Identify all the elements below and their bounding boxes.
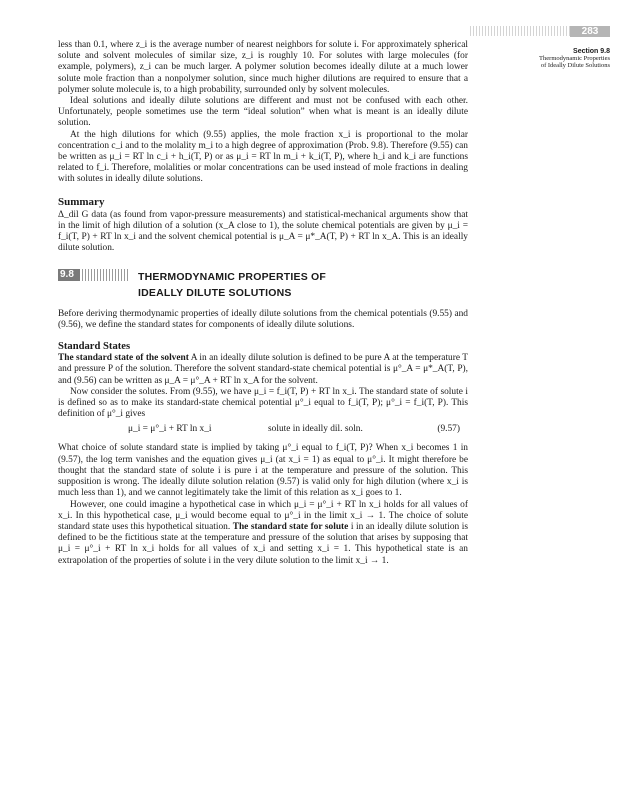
solute-standard-state-term: The standard state for solute <box>232 521 349 532</box>
equation-lhs: μ_i = μ°_i + RT ln x_i <box>128 424 212 435</box>
standard-states-paragraph-2: Now consider the solutes. From (9.55), we have μ_i = f_i(T, P) + RT ln x_i. The standard state of solute i is defined so as to make its standard-state chemical potential μ°_i equal to f_i(T, P); μ°_i = f_i(T, P). This definition of μ°_i gives <box>58 386 468 420</box>
section-title <box>138 269 326 301</box>
solute-standard-state-text: i in an ideally dilute solution is defined to be the fictitious state at the temperature and pressure of the solution that arises by supposing that μ_i = μ°_i + RT ln x_i holds for all values of x_i and setting x_i = 1. This hypothetical state is an extrapolation of the properties of solute i in the very dilute solution to the limit x_i → 1. <box>58 521 469 566</box>
summary-text: Δ_dil G data (as found from vapor-pressure measurements) and statistical-mechanical arguments show that in the limit of high dilution of a solution (x_A close to 1), the solute chemical potentials are given by μ_i = f_i(T, P) + RT ln x_i and the solvent chemical potential is μ_A = μ*_A(T, P) + RT ln x_A. This is an ideally dilute solution. <box>58 209 468 254</box>
page-body <box>58 40 468 567</box>
running-head <box>495 48 610 69</box>
standard-states-paragraph-1 <box>58 353 468 387</box>
paragraph-3: At the high dilutions for which (9.55) applies, the mole fraction x_i is proportional to the molar concentration c_i and to the molality m_i to a high degree of approximation (Prob. 9.8). Therefore (9.55) can be written as μ_i = RT ln c_i + h_i(T, P) or as μ_i = RT ln m_i + k_i(T, P), where h_i and k_i are functions related to f_i. Therefore, molalities or molar concentrations can be used instead of mole fractions in dealing with solutes in ideally dilute solutions. <box>58 129 468 185</box>
running-head-section: Section 9.8 <box>573 48 610 55</box>
equation-condition: solute in ideally dil. soln. <box>268 424 363 435</box>
paragraph-2: Ideal solutions and ideally dilute solutions are different and must not be confused with each other. Unfortunately, people sometimes use the term “ideal solution” when what is meant is an ideally dilute solution. <box>58 96 468 129</box>
standard-states-paragraph-3: What choice of solute standard state is implied by taking μ°_i equal to f_i(T, P)? When x_i becomes 1 in (9.57), the log term vanishes and the equation gives μ_i (at x_i = 1) as equal to μ°_i. It might therefore be thought that the standard state of solute i is pure i at the temperature and pressure of the solution. This supposition is wrong. The ideally dilute solution relation (9.57) is valid only for high dilution (where x_i is much less than 1), and we cannot legitimately take the limit of this relation as x_i goes to 1. <box>58 443 468 499</box>
equation-9-57 <box>58 424 468 438</box>
solvent-standard-state-text: A in an ideally dilute solution is defined to be pure A at the temperature T and pressure P of the solution. Therefore the solvent standard-state chemical potential is μ°_A = μ*_A(T, P), and (9.56) can be written as μ_A = μ°_A + RT ln x_A for the solvent. <box>58 353 468 386</box>
standard-states-paragraph-4 <box>58 500 468 567</box>
solvent-standard-state-term: The standard state of the solvent <box>58 353 189 364</box>
running-head-title-2: of Ideally Dilute Solutions <box>540 62 610 69</box>
section-number-badge: 9.8 <box>58 269 128 281</box>
section-heading <box>58 267 468 301</box>
page-number: 283 <box>570 26 610 37</box>
standard-states-heading: Standard States <box>58 341 131 353</box>
section-title-line-1: THERMODYNAMIC PROPERTIES OF <box>138 270 326 283</box>
equation-number: (9.57) <box>437 424 460 435</box>
paragraph-1: less than 0.1, where z_i is the average number of nearest neighbors for solute i. For approximately spherical solute and solvent molecules of similar size, z_i is roughly 10. For solutes with large molecules (for example, polymers), z_i can be much larger. A polymer solution becomes ideally dilute at a much lower solute mole fraction than a nonpolymer solution, since much higher dilutions are required to ensure that a polymer solute molecule is, to a high probability, surrounded only by solvent molecules. <box>58 40 468 95</box>
hypothetical-case-text: However, one could imagine a hypothetical case in which μ_i = μ°_i + RT ln x_i holds for all values of x_i. In this hypothetical case, μ_i would become equal to μ°_i in the limit x_i → 1. The choice of solute standard state uses this hypothetical situation. <box>58 499 468 532</box>
section-title-line-2: IDEALLY DILUTE SOLUTIONS <box>138 286 292 299</box>
summary-heading: Summary <box>58 195 105 208</box>
section-intro: Before deriving thermodynamic properties of ideally dilute solutions from the chemical potentials (9.55) and (9.56), we define the standard states for components of ideally dilute solutions. <box>58 308 468 330</box>
running-head-title-1: Thermodynamic Properties <box>539 55 610 62</box>
